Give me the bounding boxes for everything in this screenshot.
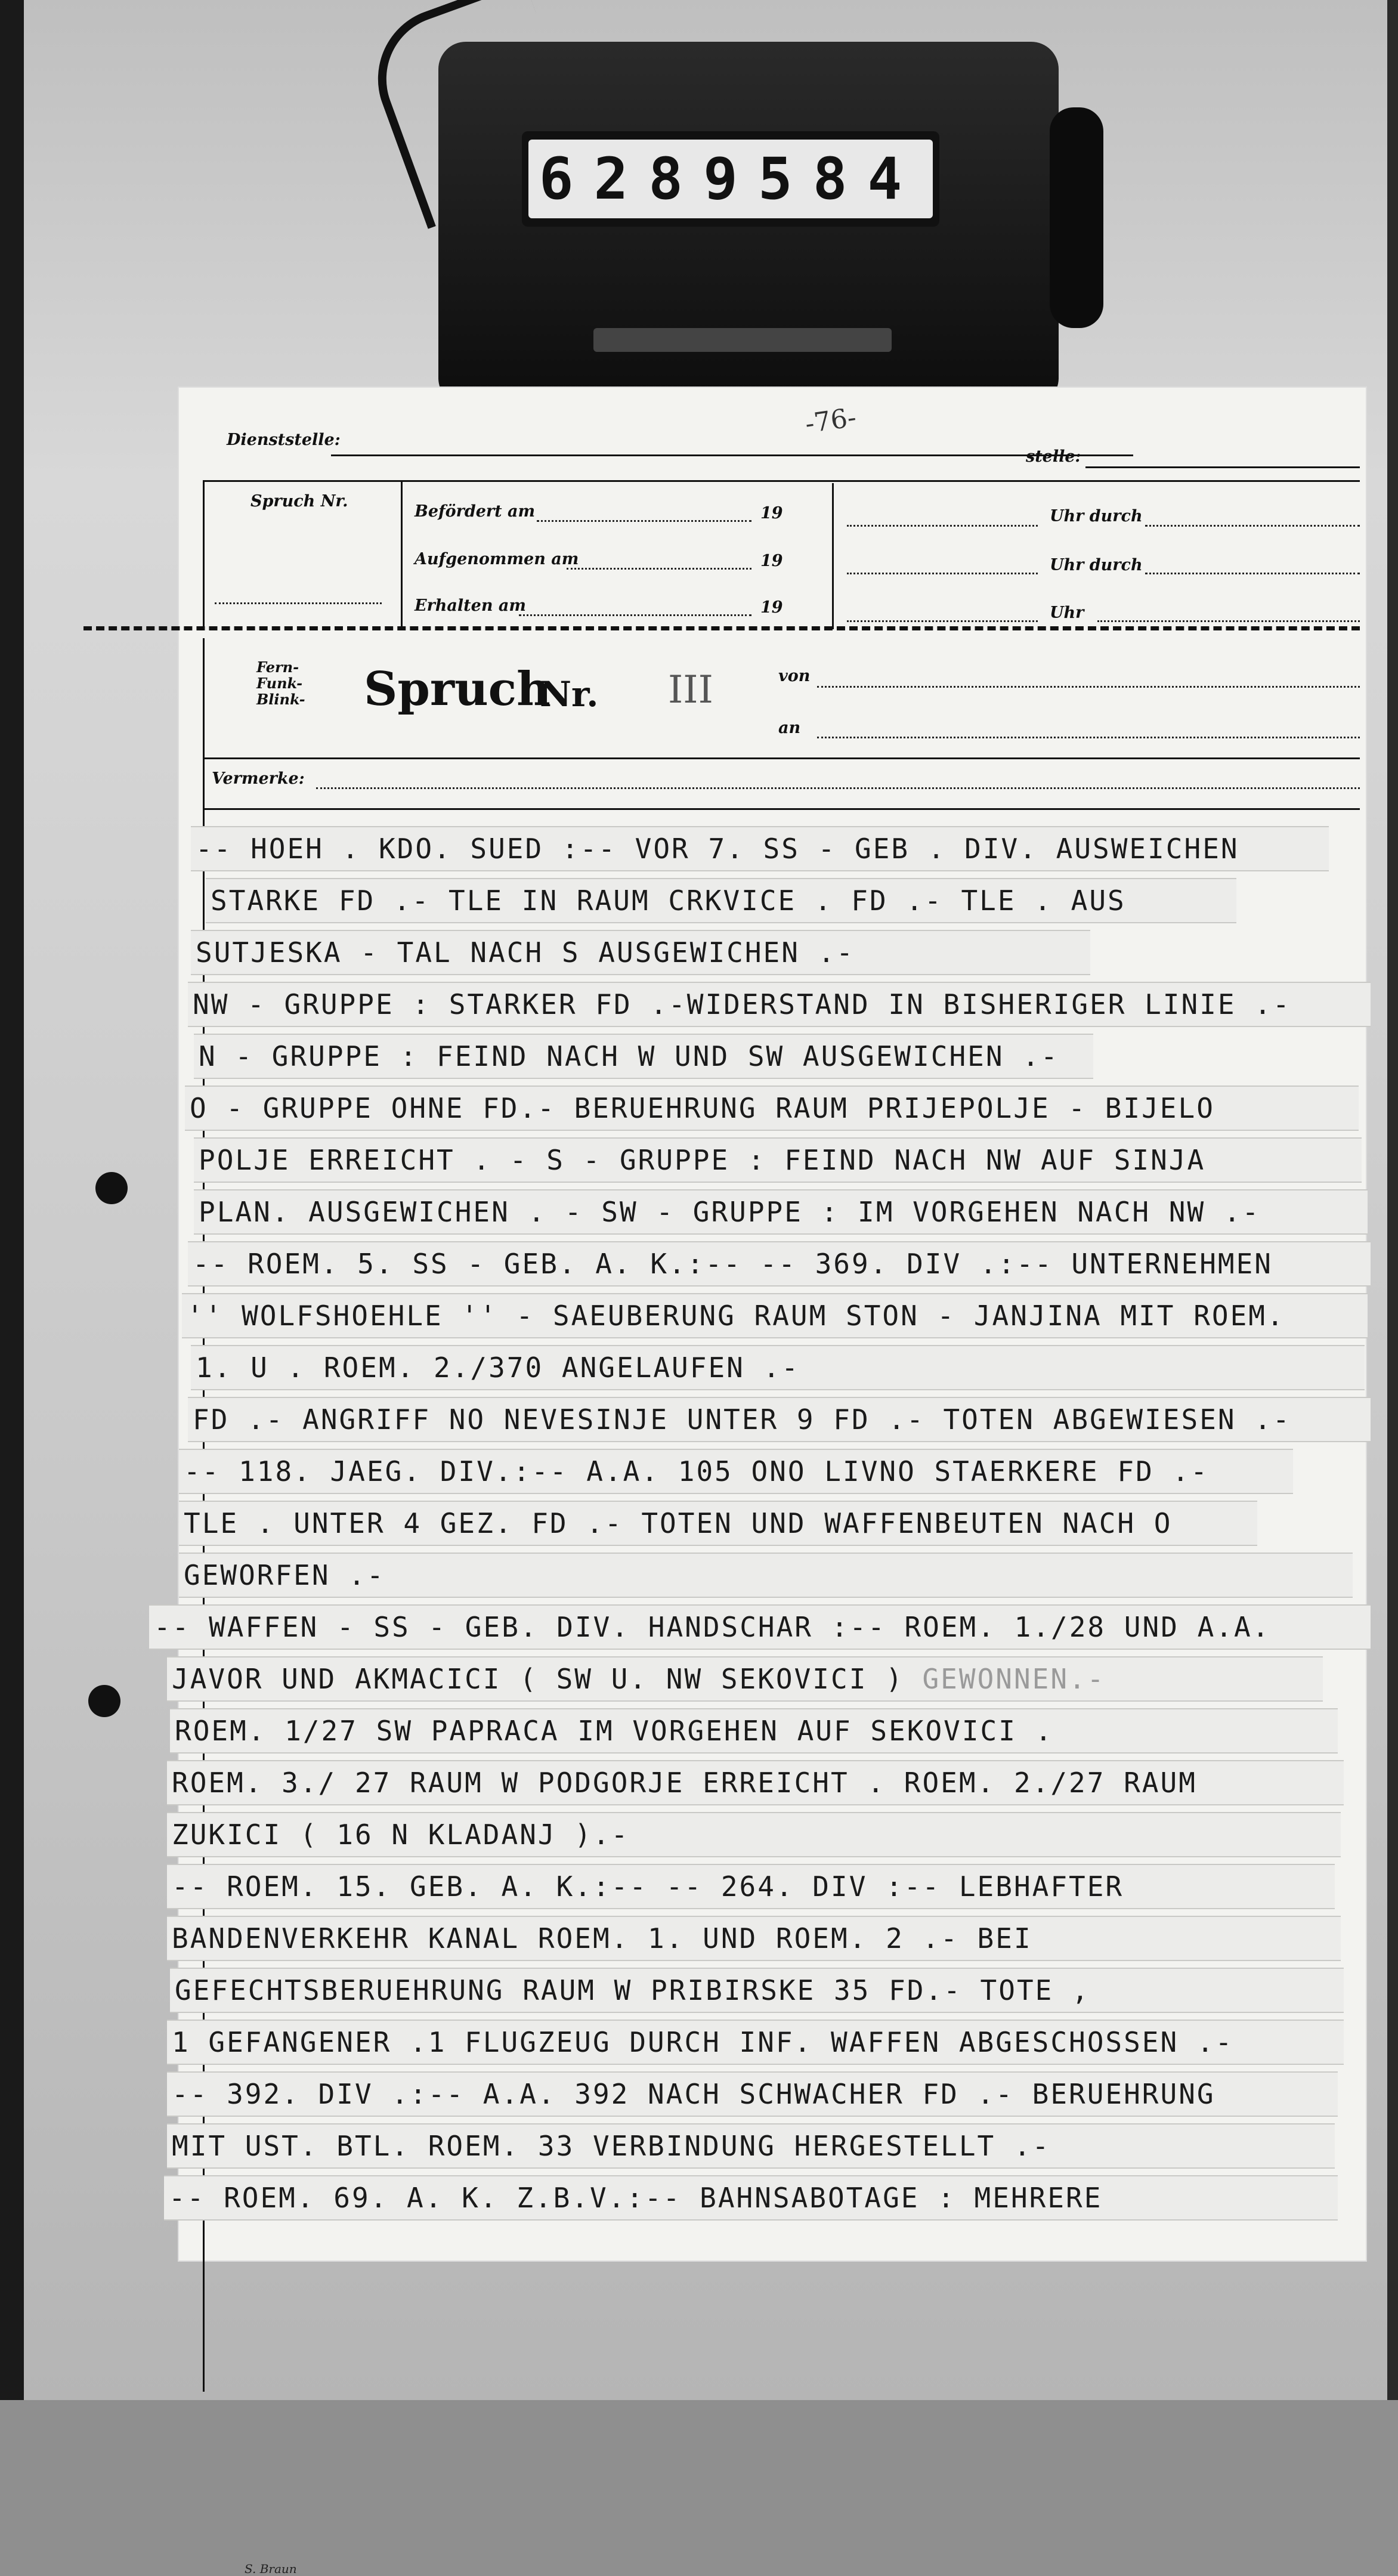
message-line: '' WOLFSHOEHLE '' - SAEUBERUNG RAUM STON - JANJINA MIT ROEM. — [182, 1293, 1368, 1338]
time-field-2 — [847, 573, 1038, 574]
message-line: GEFECHTSBERUEHRUNG RAUM W PRIBIRSKE 35 FD.- TOTE , — [170, 1968, 1344, 2013]
counter-window — [522, 131, 939, 227]
message-line: ROEM. 1/27 SW PAPRACA IM VORGEHEN AUF SEKOVICI . — [170, 1708, 1338, 1754]
message-line: ZUKICI ( 16 N KLADANJ ).- — [167, 1812, 1341, 1857]
uhr-field-3 — [1097, 620, 1360, 622]
message-line: O - GRUPPE OHNE FD.- BERUEHRUNG RAUM PRIJEPOLJE - BIJELO — [185, 1086, 1359, 1131]
printer-imprint: S. Braun — [245, 2562, 297, 2576]
vermerke-field — [316, 787, 1360, 789]
title-rule — [203, 757, 1360, 759]
dienststelle-line — [331, 454, 1133, 456]
message-line: -- ROEM. 5. SS - GEB. A. K.:-- -- 369. DIV .:-- UNTERNEHMEN — [188, 1241, 1371, 1287]
fern-funk-blink: Fern- Funk- Blink- — [256, 658, 305, 708]
message-line: -- 392. DIV .:-- A.A. 392 NACH SCHWACHER FD .- BERUEHRUNG — [167, 2071, 1338, 2117]
message-line: 1. U . ROEM. 2./370 ANGELAUFEN .- — [191, 1345, 1365, 1390]
year-3: 19 — [760, 598, 783, 617]
nr-title: Nr. — [540, 674, 599, 715]
stelle-line — [1085, 466, 1360, 468]
message-line: NW - GRUPPE : STARKER FD .-WIDERSTAND IN BISHERIGER LINIE .- — [188, 982, 1371, 1027]
message-line: -- ROEM. 69. A. K. Z.B.V.:-- BAHNSABOTAGE : MEHRERE — [164, 2175, 1338, 2221]
durch-field-2 — [1145, 573, 1360, 574]
aufgenommen-field — [567, 568, 751, 570]
box-divider-2 — [832, 483, 834, 629]
uhr-durch-1: Uhr durch — [1050, 507, 1143, 525]
spruch-number: III — [668, 668, 713, 712]
vermerke-label: Vermerke: — [212, 769, 305, 788]
page-number: -76- — [803, 402, 858, 440]
message-line: -- WAFFEN - SS - GEB. DIV. HANDSCHAR :-- ROEM. 1./28 UND A.A. — [149, 1604, 1371, 1650]
erhalten-field — [519, 614, 751, 616]
an-label: an — [778, 719, 801, 737]
von-label: von — [778, 667, 811, 685]
message-line: JAVOR UND AKMACICI ( SW U. NW SEKOVICI ) GEWONNEN.- — [167, 1656, 1323, 1702]
message-line: BANDENVERKEHR KANAL ROEM. 1. UND ROEM. 2 .- BEI — [167, 1916, 1341, 1961]
vermerke-rule — [203, 808, 1360, 810]
message-line: N - GRUPPE : FEIND NACH W UND SW AUSGEWICHEN .- — [194, 1034, 1093, 1079]
message-line: MIT UST. BTL. ROEM. 33 VERBINDUNG HERGESTELLT .- — [167, 2123, 1335, 2169]
faint-word: GEWONNEN.- — [922, 1663, 1106, 1695]
befoerdert-label: Befördert am — [415, 502, 536, 521]
left-border — [0, 0, 24, 2400]
message-line: 1 GEFANGENER .1 FLUGZEUG DURCH INF. WAFFEN ABGESCHOSSEN .- — [167, 2020, 1344, 2065]
message-line: GEWORFEN .- — [179, 1553, 1353, 1598]
uhr-3: Uhr — [1050, 604, 1084, 622]
message-line: FD .- ANGRIFF NO NEVESINJE UNTER 9 FD .- TOTEN ABGEWIESEN .- — [188, 1397, 1371, 1442]
message-line: -- HOEH . KDO. SUED :-- VOR 7. SS - GEB . DIV. AUSWEICHEN — [191, 826, 1329, 871]
durch-field-1 — [1145, 525, 1360, 527]
message-line: TLE . UNTER 4 GEZ. FD .- TOTEN UND WAFFENBEUTEN NACH O — [179, 1501, 1257, 1546]
box-left — [203, 480, 205, 629]
aufgenommen-label: Aufgenommen am — [415, 550, 579, 568]
dienststelle-label: Dienststelle: — [227, 431, 341, 449]
stelle-label: stelle: — [1026, 447, 1081, 466]
spruch-nr-field — [215, 602, 382, 604]
an-field — [817, 737, 1360, 738]
right-border — [1387, 0, 1398, 2400]
spruch-title: Spruch — [364, 662, 550, 716]
punch-hole-lower — [88, 1685, 120, 1717]
uhr-durch-2: Uhr durch — [1050, 556, 1143, 574]
time-field-3 — [847, 620, 1038, 622]
header-rule — [203, 480, 1360, 482]
befoerdert-field — [537, 520, 751, 522]
counter-device — [438, 42, 1059, 406]
message-line: STARKE FD .- TLE IN RAUM CRKVICE . FD .- TLE . AUS — [206, 878, 1236, 923]
message-line: ROEM. 3./ 27 RAUM W PODGORJE ERREICHT . ROEM. 2./27 RAUM — [167, 1760, 1344, 1805]
punch-hole-upper — [95, 1172, 128, 1204]
erhalten-label: Erhalten am — [415, 596, 526, 615]
message-line: -- ROEM. 15. GEB. A. K.:-- -- 264. DIV :-- LEBHAFTER — [167, 1864, 1335, 1909]
message-form — [154, 388, 1366, 2576]
counter-slot — [593, 328, 892, 352]
year-1: 19 — [760, 504, 783, 522]
spruch-nr-small: Spruch Nr. — [250, 492, 348, 511]
von-field — [817, 686, 1360, 688]
year-2: 19 — [760, 552, 783, 570]
message-line: SUTJESKA - TAL NACH S AUSGEWICHEN .- — [191, 930, 1090, 975]
message-line: PLAN. AUSGEWICHEN . - SW - GRUPPE : IM VORGEHEN NACH NW .- — [194, 1189, 1368, 1235]
box-divider — [401, 480, 403, 629]
message-line: POLJE ERREICHT . - S - GRUPPE : FEIND NACH NW AUF SINJA — [194, 1137, 1362, 1183]
message-line: -- 118. JAEG. DIV.:-- A.A. 105 ONO LIVNO STAERKERE FD .- — [179, 1449, 1293, 1494]
time-field-1 — [847, 525, 1038, 527]
cut-line-top — [83, 626, 1360, 630]
counter-knob — [1050, 107, 1103, 328]
counter-digits: 6289584 — [528, 140, 933, 218]
